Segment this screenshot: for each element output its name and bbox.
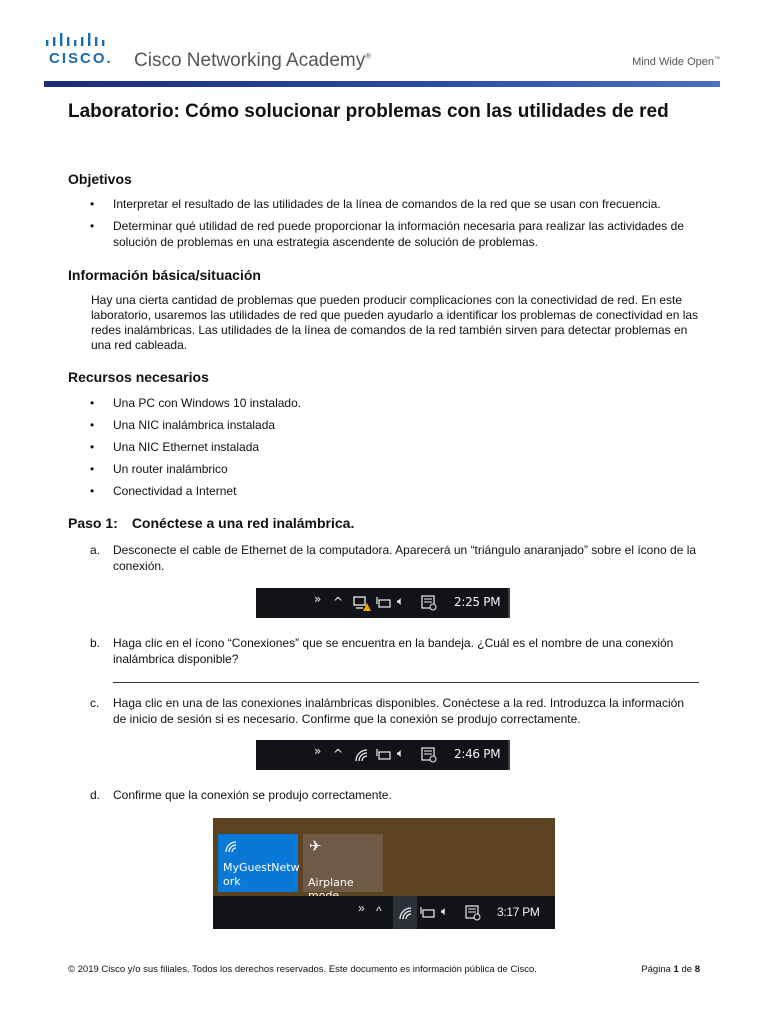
action-center-icon bbox=[421, 747, 437, 763]
header-rule bbox=[44, 81, 720, 87]
wifi-icon bbox=[225, 841, 239, 853]
resources-heading: Recursos necesarios bbox=[68, 369, 209, 385]
taskbar-screenshot-3 bbox=[213, 896, 555, 929]
objectives-heading: Objetivos bbox=[68, 171, 132, 187]
wifi-icon bbox=[354, 748, 370, 762]
objectives-list bbox=[88, 196, 708, 250]
tile-airplane-mode[interactable] bbox=[303, 834, 383, 892]
show-hidden-icons-icon: ^ bbox=[333, 747, 344, 761]
resources-list bbox=[88, 395, 708, 499]
overflow-chevron-icon: » bbox=[314, 744, 322, 758]
academy-name: Cisco Networking Academy® bbox=[134, 50, 372, 71]
list-item: • Interpretar el resultado de las utilidades de la línea de comandos de la red que se usan con frecuencia. bbox=[88, 196, 708, 212]
cisco-wordmark: CISCO. bbox=[49, 50, 113, 67]
tile-airplane-label: Airplane bbox=[308, 876, 354, 889]
battery-icon bbox=[420, 907, 436, 920]
volume-icon: 🔈︎ bbox=[397, 594, 405, 608]
airplane-icon: ✈︎ bbox=[309, 838, 322, 855]
overflow-chevron-icon: » bbox=[358, 901, 365, 915]
list-item: • Una NIC inalámbrica instalada bbox=[88, 417, 708, 433]
cisco-logo-bars-icon bbox=[44, 32, 116, 48]
clock-time: 2:25 PM bbox=[454, 595, 501, 609]
list-item: • Un router inalámbrico bbox=[88, 461, 708, 477]
list-item: • Una NIC Ethernet instalada bbox=[88, 439, 708, 455]
tile-network-label: MyGuestNetw ork bbox=[223, 861, 300, 888]
background-text: Hay una cierta cantidad de problemas que pueden producir complicaciones con la conectividad de red. En este laboratorio, usaremos las utilidades de red que pueden ayudarlo a identificar los problemas de conectividad en las redes inalámbricas. Las utilidades de la línea de comandos de la red también sirven para detectar problemas en una red cableada. bbox=[91, 293, 699, 352]
wifi-icon[interactable] bbox=[398, 906, 414, 920]
step-item-b: b. Haga clic en el ícono “Conexiones” que se encuentra en la bandeja. ¿Cuál es el nombre de una conexión inalámbrica disponible? bbox=[90, 636, 674, 666]
step-item-a: a. Desconecte el cable de Ethernet de la computadora. Aparecerá un “triángulo anaranjado” sobre el ícono de la conexión. bbox=[90, 543, 697, 573]
show-hidden-icons-icon: ^ bbox=[333, 595, 344, 609]
taskbar-screenshot-2 bbox=[256, 740, 510, 770]
battery-icon bbox=[376, 749, 392, 762]
step-item-c: c. Haga clic en una de las conexiones inalámbricas disponibles. Conéctese a la red. Introduzca la información de inicio de sesión si es necesario. Confirme que la conexión se produjo correctamente. bbox=[90, 696, 684, 726]
answer-line[interactable] bbox=[113, 682, 699, 683]
list-item: • Una PC con Windows 10 instalado. bbox=[88, 395, 708, 411]
clock-time: 3:17 PM bbox=[497, 905, 540, 919]
action-center-icon bbox=[421, 595, 437, 611]
footer-copyright: © 2019 Cisco y/o sus filiales. Todos los derechos reservados. Este documento es información pública de Cisco. bbox=[68, 964, 537, 975]
document-title: Laboratorio: Cómo solucionar problemas con las utilidades de red bbox=[68, 101, 669, 122]
network-flyout-screenshot bbox=[213, 818, 555, 929]
background-heading: Información básica/situación bbox=[68, 267, 261, 283]
taskbar-screenshot-1 bbox=[256, 588, 510, 618]
tile-network[interactable] bbox=[218, 834, 298, 892]
action-center-icon bbox=[465, 905, 481, 921]
overflow-chevron-icon: » bbox=[314, 592, 322, 606]
page-number: Página 1 de 8 bbox=[641, 964, 700, 975]
tagline: Mind Wide Open™ bbox=[632, 56, 720, 68]
show-hidden-icons-icon: ^ bbox=[376, 904, 382, 918]
step-1-heading: Paso 1: Conéctese a una red inalámbrica. bbox=[68, 515, 355, 531]
step-item-d: d. Confirme que la conexión se produjo correctamente. bbox=[90, 788, 392, 802]
list-item: • Conectividad a Internet bbox=[88, 483, 708, 499]
clock-time: 2:46 PM bbox=[454, 747, 501, 761]
volume-icon: 🔈︎ bbox=[441, 904, 449, 918]
battery-icon bbox=[376, 597, 392, 610]
list-item: • Determinar qué utilidad de red puede proporcionar la información necesaria para realizar las actividades de solución de problemas en una estrategia ascendente de solución de problemas. bbox=[88, 218, 708, 250]
ethernet-disconnected-icon bbox=[353, 596, 371, 612]
volume-icon: 🔈︎ bbox=[397, 746, 405, 760]
